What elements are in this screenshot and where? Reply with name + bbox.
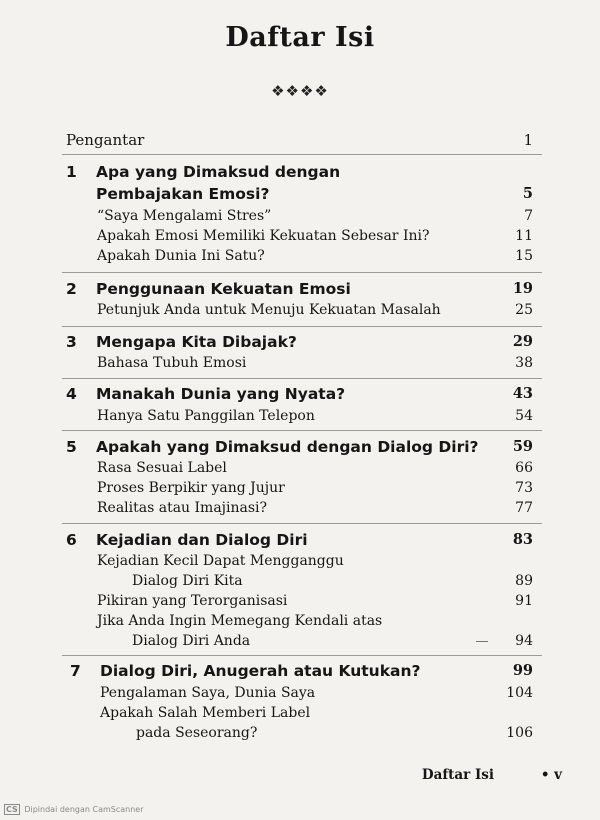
chapter-number: 2 xyxy=(66,280,77,298)
sub-entry-label: Proses Berpikir yang Jujur xyxy=(97,480,285,496)
sub-entry-label: “Saya Mengalami Stres” xyxy=(97,208,272,224)
sub-entry-page: 7 xyxy=(524,208,533,224)
ornament-divider: ❖❖❖❖ xyxy=(271,82,329,100)
sub-entry-page: 66 xyxy=(515,460,533,476)
chapter-title: Pembajakan Emosi? xyxy=(96,185,270,203)
chapter-page: 19 xyxy=(512,280,533,297)
sub-entry-page: 89 xyxy=(515,573,533,589)
sub-entry-label: Dialog Diri Kita xyxy=(132,573,243,589)
scanner-watermark xyxy=(4,804,144,815)
sub-entry-label: Apakah Salah Memberi Label xyxy=(100,705,311,721)
sub-entry-page: 38 xyxy=(515,355,533,371)
chapter-title: Manakah Dunia yang Nyata? xyxy=(96,385,346,403)
chapter-number: 4 xyxy=(66,385,77,403)
divider xyxy=(62,272,542,273)
sub-entry-page: 104 xyxy=(506,685,533,701)
sub-entry-label: Realitas atau Imajinasi? xyxy=(97,500,268,516)
sub-entry-page: 11 xyxy=(515,228,533,244)
sub-entry-label: Kejadian Kecil Dapat Mengganggu xyxy=(97,553,344,569)
sub-entry-page: 94 xyxy=(515,633,533,649)
chapter-page: 5 xyxy=(522,185,533,202)
sub-entry-label: Petunjuk Anda untuk Menuju Kekuatan Masalah xyxy=(97,302,441,318)
pen-mark xyxy=(476,641,488,642)
sub-entry-label: Apakah Emosi Memiliki Kekuatan Sebesar Ini? xyxy=(97,228,430,244)
running-footer-title: Daftar Isi xyxy=(421,767,494,783)
sub-entry-page: 73 xyxy=(515,480,533,496)
sub-entry-label: Dialog Diri Anda xyxy=(132,633,251,649)
chapter-title: Apa yang Dimaksud dengan xyxy=(96,163,341,181)
chapter-page: 99 xyxy=(512,662,533,679)
sub-entry-label: Pengalaman Saya, Dunia Saya xyxy=(100,685,316,701)
sub-entry-label: Apakah Dunia Ini Satu? xyxy=(97,248,265,264)
toc-entry-page: 1 xyxy=(523,131,533,149)
toc-entry-label: Pengantar xyxy=(66,131,145,149)
chapter-title: Apakah yang Dimaksud dengan Dialog Diri? xyxy=(96,438,479,456)
divider xyxy=(62,655,542,656)
chapter-title: Kejadian dan Dialog Diri xyxy=(96,531,308,549)
divider xyxy=(62,430,542,431)
sub-entry-label: Pikiran yang Terorganisasi xyxy=(97,593,288,609)
chapter-number: 5 xyxy=(66,438,77,456)
chapter-number: 1 xyxy=(66,163,77,181)
sub-entry-page: 25 xyxy=(515,302,533,318)
sub-entry-label: Hanya Satu Panggilan Telepon xyxy=(97,408,315,424)
sub-entry-page: 15 xyxy=(515,248,533,264)
sub-entry-label: Rasa Sesuai Label xyxy=(97,460,227,476)
sub-entry-page: 106 xyxy=(506,725,533,741)
chapter-title: Dialog Diri, Anugerah atau Kutukan? xyxy=(100,662,421,680)
divider xyxy=(62,154,542,155)
sub-entry-label: Jika Anda Ingin Memegang Kendali atas xyxy=(97,613,383,629)
divider xyxy=(62,523,542,524)
sub-entry-label: Bahasa Tubuh Emosi xyxy=(97,355,247,371)
chapter-number: 7 xyxy=(70,662,81,680)
divider xyxy=(62,378,542,379)
chapter-title: Mengapa Kita Dibajak? xyxy=(96,333,297,351)
chapter-page: 29 xyxy=(512,333,533,350)
chapter-page: 59 xyxy=(512,438,533,455)
scanner-text: Dipindai dengan CamScanner xyxy=(24,805,144,814)
divider xyxy=(62,326,542,327)
chapter-number: 3 xyxy=(66,333,77,351)
sub-entry-page: 54 xyxy=(515,408,533,424)
sub-entry-page: 77 xyxy=(515,500,533,516)
chapter-number: 6 xyxy=(66,531,77,549)
chapter-page: 43 xyxy=(512,385,533,402)
sub-entry-page: 91 xyxy=(515,593,533,609)
chapter-page: 83 xyxy=(512,531,533,548)
sub-entry-label: pada Seseorang? xyxy=(136,725,258,741)
page-title: Daftar Isi xyxy=(225,22,375,53)
camscanner-logo-icon: CS xyxy=(6,805,18,814)
chapter-title: Penggunaan Kekuatan Emosi xyxy=(96,280,351,298)
page-number: • v xyxy=(540,767,562,783)
